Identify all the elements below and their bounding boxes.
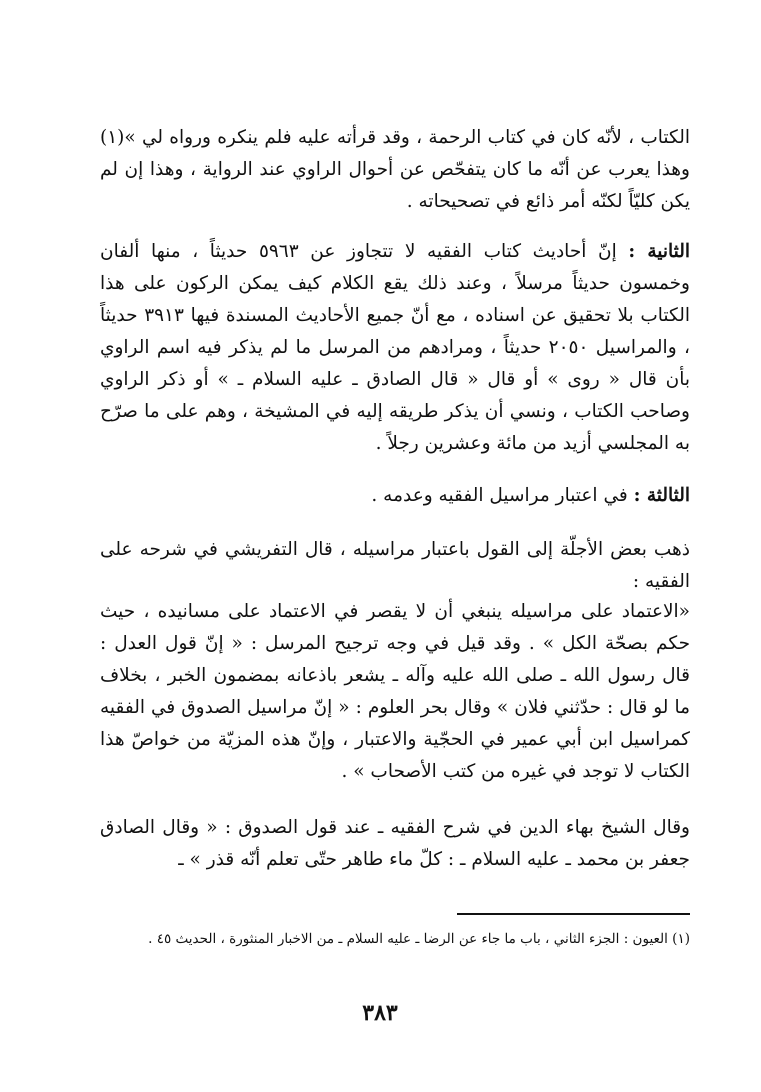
paragraph-2-text: إنّ أحاديث كتاب الفقيه لا تتجاوز عن ٥٩٦٣ حديثاً ، منها ألفان وخمسون حديثاً مرسلاً ، وعند ذلك يقع الكلام كيف يمكن الركون على هذا الكتاب بلا تحقيق عن اسناده ، مع أنّ جميع الأحاديث المسندة فيها ٣٩١٣ حديثاً ، والمراسيل ٢٠٥٠ حديثاً ، ومرادهم من المرسل ما لم يذكر فيه اسم الراوي بأن قال « روى » أو قال « قال الصادق ـ عليه السلام ـ » أو ذكر الراوي وصاحب الكتاب ، ونسي أن يذكر طريقه إليه في المشيخة ، وهم على ما صرّح به المجلسي أزيد من مائة وعشرين رجلاً . [100,241,690,454]
footnote [100,928,690,950]
paragraph-3-text: في اعتبار مراسيل الفقيه وعدمه . [371,485,634,506]
paragraph-2 [100,236,690,460]
paragraph-3 [100,480,690,512]
paragraph-4-text: ذهب بعض الأجلّة إلى القول باعتبار مراسيله ، قال التفريشي في شرحه على الفقيه : [100,539,690,592]
paragraph-1 [100,122,690,218]
paragraph-1-text: الكتاب ، لأنّه كان في كتاب الرحمة ، وقد قرأته عليه فلم ينكره ورواه لي »(١) وهذا يعرب عن أنّه ما كان يتفحّص عن أحوال الراوي عند الرواية ، وهذا إن لم يكن كليّاً لكنّه أمر ذائع في تصحيحاته . [100,127,690,212]
paragraph-3-heading: الثالثة : [633,485,690,506]
paragraph-6 [100,812,690,876]
paragraph-5-quotation [100,596,690,788]
footnote-text: (١) العيون : الجزء الثاني ، باب ما جاء عن الرضا ـ عليه السلام ـ من الاخبار المنثورة ، الحديث ٤٥ . [148,931,690,947]
paragraph-4 [100,534,690,598]
page-number: ٣٨٣ [362,1000,398,1026]
paragraph-2-heading: الثانية : [628,241,690,262]
footnote-divider [457,913,690,915]
paragraph-6-text: وقال الشيخ بهاء الدين في شرح الفقيه ـ عند قول الصدوق : « وقال الصادق جعفر بن محمد ـ عليه السلام ـ : كلّ ماء طاهر حتّى تعلم أنّه قذر » ـ [100,817,690,870]
paragraph-5-text: «الاعتماد على مراسيله ينبغي أن لا يقصر في الاعتماد على مسانيده ، حيث حكم بصحّة الكل » . وقد قيل في وجه ترجيح المرسل : « إنّ قول العدل : قال رسول الله ـ صلى الله عليه وآله ـ يشعر باذعانه بمضمون الخبر ، بخلاف ما لو قال : حدّثني فلان » وقال بحر العلوم : « إنّ مراسيل الصدوق في الفقيه كمراسيل ابن أبي عمير في الحجّية والاعتبار ، وإنّ هذه المزيّة من خواصّ هذا الكتاب لا توجد في غيره من كتب الأصحاب » . [100,601,690,782]
